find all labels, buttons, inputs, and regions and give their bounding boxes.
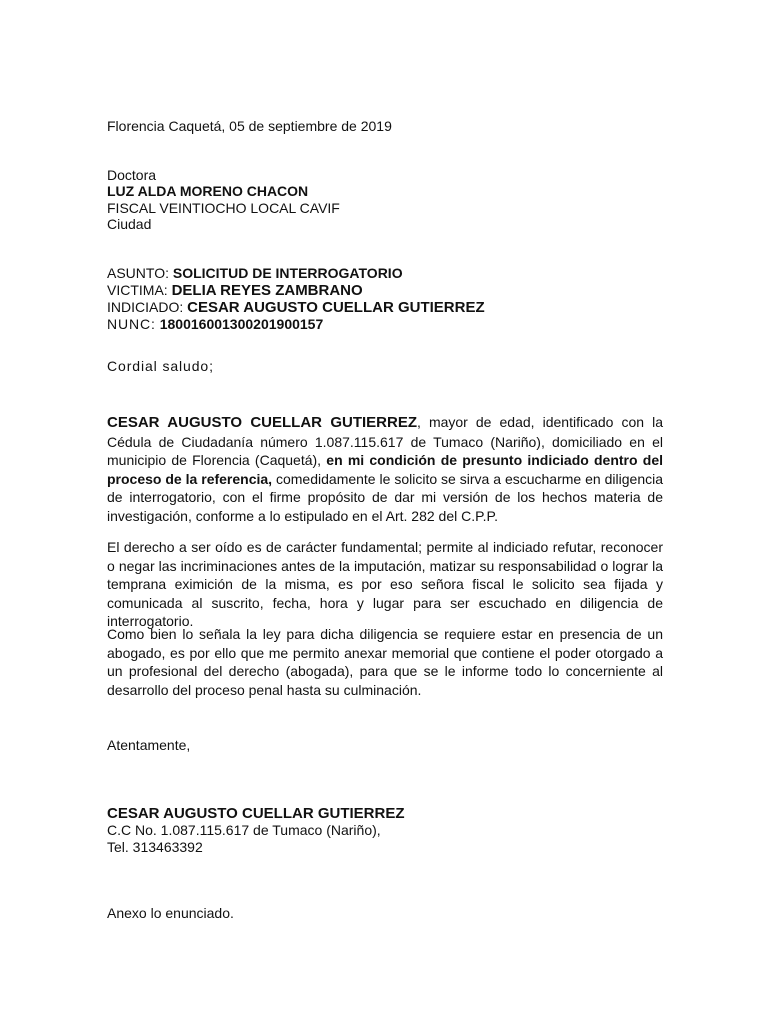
paragraph-request bbox=[107, 413, 663, 526]
paragraph-request-name: CESAR AUGUSTO CUELLAR GUTIERREZ bbox=[107, 414, 417, 431]
victima-label: VICTIMA: bbox=[107, 282, 168, 298]
paragraph-request-bold-phrase: en mi condición de presunto indiciado dentro del proceso de la referencia, bbox=[107, 452, 663, 487]
paragraph-request-text-a: , mayor de edad, identificado con la Cédula de Ciudadanía número 1.087.115.617 de Tumaco (Nariño), domiciliado en el municipio de Florencia (Caquetá), bbox=[107, 414, 663, 469]
annex-line: Anexo lo enunciado. bbox=[107, 905, 234, 921]
signature-phone: Tel. 313463392 bbox=[107, 839, 203, 855]
date-line: Florencia Caquetá, 05 de septiembre de 2019 bbox=[107, 118, 392, 134]
greeting: Cordial saludo; bbox=[107, 358, 214, 374]
indiciado-label: INDICIADO: bbox=[107, 299, 184, 315]
indiciado-line bbox=[107, 299, 485, 316]
asunto-value: SOLICITUD DE INTERROGATORIO bbox=[172, 265, 403, 281]
nunc-value: 180016001300201900157 bbox=[159, 316, 324, 332]
asunto-line bbox=[107, 265, 403, 282]
recipient-title: Doctora bbox=[107, 167, 157, 183]
paragraph-request-text-b: comedidamente le solicito se sirva a escucharme en diligencia de interrogatorio, con el firme propósito de dar mi versión de los hechos materia de investigación, conforme a lo estipulado en el Art. 282 del C.P.P. bbox=[107, 470, 663, 524]
recipient-position: FISCAL VEINTIOCHO LOCAL CAVIF bbox=[107, 200, 340, 216]
indiciado-value: CESAR AUGUSTO CUELLAR GUTIERREZ bbox=[187, 299, 485, 316]
closing: Atentamente, bbox=[107, 737, 191, 753]
asunto-label: ASUNTO: bbox=[107, 265, 169, 281]
nunc-label: NUNC: bbox=[107, 316, 156, 332]
victima-value: DELIA REYES ZAMBRANO bbox=[171, 282, 363, 299]
signature-name: CESAR AUGUSTO CUELLAR GUTIERREZ bbox=[107, 805, 405, 822]
paragraph-lawyer: Como bien lo señala la ley para dicha diligencia se requiere estar en presencia de un abogado, es por ello que me permito anexar memorial que contiene el poder otorgado a un profesional del derecho (abogada), para que se le informe todo lo concerniente al desarrollo del proceso penal hasta su culminación. bbox=[107, 626, 663, 698]
signature-id: C.C No. 1.087.115.617 de Tumaco (Nariño), bbox=[107, 822, 381, 838]
nunc-line bbox=[107, 316, 323, 333]
paragraph-right: El derecho a ser oído es de carácter fundamental; permite al indiciado refutar, reconocer o negar las incriminaciones antes de la imputación, matizar su responsabilidad o lograr la temprana eximición de la misma, es por eso señora fiscal le solicito sea fijada y comunicada al suscrito, fecha, hora y lugar para ser escuchado en diligencia de interrogatorio. bbox=[107, 539, 663, 630]
recipient-city: Ciudad bbox=[107, 216, 152, 232]
victima-line bbox=[107, 282, 363, 299]
recipient-name: LUZ ALDA MORENO CHACON bbox=[107, 183, 309, 199]
